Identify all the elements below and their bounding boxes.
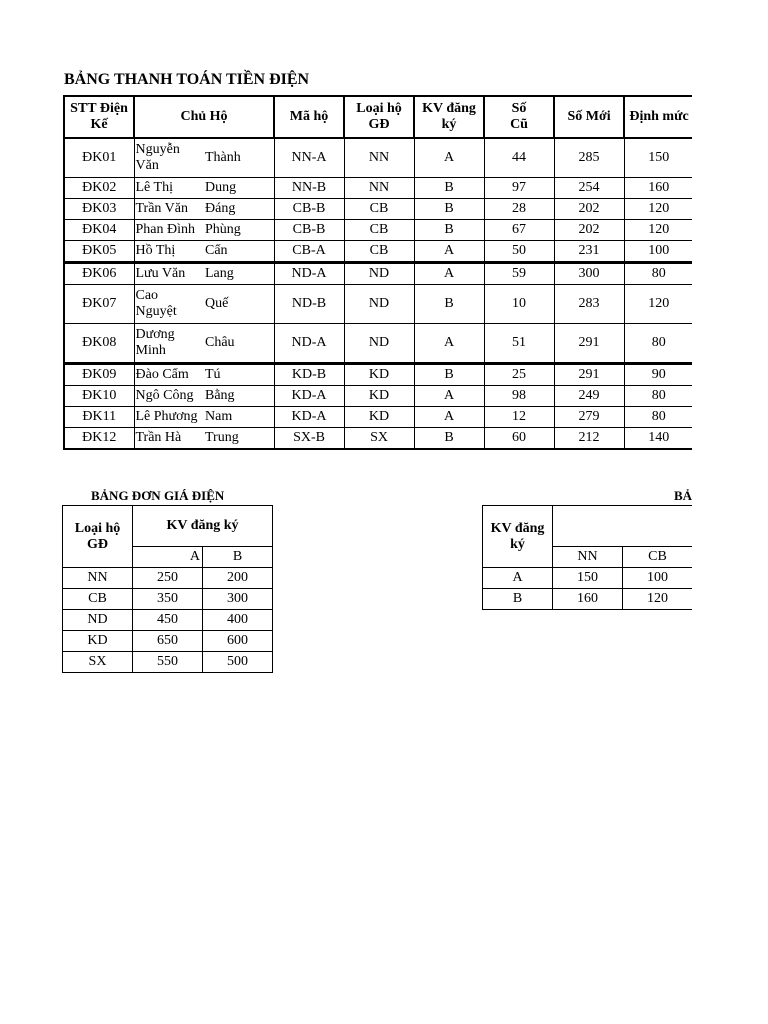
- cell-ten: Thành: [204, 138, 274, 178]
- cell-dinh-muc: 120: [624, 285, 692, 324]
- cell-loai-ho: ND: [344, 324, 414, 364]
- cell-dinh-muc: 80: [624, 407, 692, 428]
- cell-so-moi: 212: [554, 428, 624, 450]
- cell-loai-ho: ND: [344, 285, 414, 324]
- header-ma-ho: Mã hộ: [274, 96, 344, 138]
- cell-dinh-muc: 100: [624, 241, 692, 263]
- price-cell-b: 400: [203, 610, 273, 631]
- norm-cell-nn: 150: [553, 568, 623, 589]
- cell-ten: Trung: [204, 428, 274, 450]
- cell-ma-ho: ND-B: [274, 285, 344, 324]
- cell-loai-ho: SX: [344, 428, 414, 450]
- cell-so-cu: 98: [484, 386, 554, 407]
- cell-kv: B: [414, 199, 484, 220]
- cell-dinh-muc: 80: [624, 263, 692, 285]
- cell-ma-ho: NN-A: [274, 138, 344, 178]
- cell-loai-ho: NN: [344, 138, 414, 178]
- cell-ho: Dương Minh: [134, 324, 204, 364]
- norm-cell-cb: 100: [623, 568, 693, 589]
- cell-stt: ĐK02: [64, 178, 134, 199]
- cell-dinh-muc: 80: [624, 324, 692, 364]
- billing-row: [64, 199, 692, 220]
- norm-header-nn: NN: [553, 547, 623, 568]
- cell-loai-ho: KD: [344, 407, 414, 428]
- price-header-a: A: [133, 547, 203, 568]
- price-cell-a: 450: [133, 610, 203, 631]
- cell-stt: ĐK01: [64, 138, 134, 178]
- billing-row: [64, 263, 692, 285]
- cell-so-moi: 300: [554, 263, 624, 285]
- header-loai-ho: Loại hộ GĐ: [344, 96, 414, 138]
- cell-so-cu: 50: [484, 241, 554, 263]
- price-row: [63, 631, 273, 652]
- cell-dinh-muc: 120: [624, 220, 692, 241]
- price-header-loai: Loại hộ GĐ: [63, 506, 133, 568]
- billing-row: [64, 220, 692, 241]
- cell-ten: Cẩn: [204, 241, 274, 263]
- cell-ma-ho: KD-A: [274, 386, 344, 407]
- billing-table: [63, 95, 692, 450]
- norm-cell-kv: B: [483, 589, 553, 610]
- cell-ma-ho: CB-A: [274, 241, 344, 263]
- page-title: BẢNG THANH TOÁN TIỀN ĐIỆN: [64, 71, 310, 88]
- cell-stt: ĐK06: [64, 263, 134, 285]
- cell-so-cu: 10: [484, 285, 554, 324]
- cell-ma-ho: KD-A: [274, 407, 344, 428]
- cell-ten: Dung: [204, 178, 274, 199]
- billing-row: [64, 324, 692, 364]
- cell-ten: Châu: [204, 324, 274, 364]
- cell-kv: A: [414, 386, 484, 407]
- cell-ten: Phùng: [204, 220, 274, 241]
- cell-so-cu: 67: [484, 220, 554, 241]
- cell-kv: A: [414, 263, 484, 285]
- price-cell-loai: NN: [63, 568, 133, 589]
- price-row: [63, 568, 273, 589]
- cell-ho: Cao Nguyệt: [134, 285, 204, 324]
- price-header-b: B: [203, 547, 273, 568]
- norm-header-top: [553, 506, 693, 547]
- cell-ho: Trần Văn: [134, 199, 204, 220]
- header-kv: KV đăng ký: [414, 96, 484, 138]
- cell-ten: Quế: [204, 285, 274, 324]
- norm-row: [483, 568, 693, 589]
- price-table-title: BẢNG ĐƠN GIÁ ĐIỆN: [91, 488, 225, 503]
- header-so-cu: Số Cũ: [484, 96, 554, 138]
- cell-so-cu: 25: [484, 364, 554, 386]
- cell-stt: ĐK07: [64, 285, 134, 324]
- cell-loai-ho: NN: [344, 178, 414, 199]
- cell-stt: ĐK03: [64, 199, 134, 220]
- cell-loai-ho: CB: [344, 220, 414, 241]
- cell-ma-ho: ND-A: [274, 263, 344, 285]
- cell-so-moi: 249: [554, 386, 624, 407]
- cell-ma-ho: KD-B: [274, 364, 344, 386]
- price-row: [63, 610, 273, 631]
- cell-so-moi: 279: [554, 407, 624, 428]
- cell-kv: A: [414, 407, 484, 428]
- cell-loai-ho: KD: [344, 386, 414, 407]
- price-cell-loai: SX: [63, 652, 133, 673]
- cell-ho: Đào Cẩm: [134, 364, 204, 386]
- billing-row: [64, 138, 692, 178]
- cell-ma-ho: CB-B: [274, 199, 344, 220]
- cell-kv: B: [414, 285, 484, 324]
- cell-ho: Phan Đình: [134, 220, 204, 241]
- cell-so-cu: 97: [484, 178, 554, 199]
- billing-row: [64, 241, 692, 263]
- cell-ten: Nam: [204, 407, 274, 428]
- billing-row: [64, 178, 692, 199]
- cell-dinh-muc: 80: [624, 386, 692, 407]
- cell-so-cu: 28: [484, 199, 554, 220]
- cell-loai-ho: KD: [344, 364, 414, 386]
- cell-dinh-muc: 160: [624, 178, 692, 199]
- cell-ho: Lưu Văn: [134, 263, 204, 285]
- price-table: [62, 505, 273, 673]
- price-cell-a: 650: [133, 631, 203, 652]
- price-cell-b: 300: [203, 589, 273, 610]
- cell-so-moi: 202: [554, 220, 624, 241]
- price-cell-loai: CB: [63, 589, 133, 610]
- cell-so-moi: 254: [554, 178, 624, 199]
- cell-loai-ho: CB: [344, 241, 414, 263]
- price-cell-loai: KD: [63, 631, 133, 652]
- header-dinh-muc: Định mức: [624, 96, 692, 138]
- price-cell-a: 350: [133, 589, 203, 610]
- cell-so-moi: 202: [554, 199, 624, 220]
- cell-ma-ho: CB-B: [274, 220, 344, 241]
- norm-table: [482, 505, 692, 610]
- cell-ma-ho: ND-A: [274, 324, 344, 364]
- price-cell-loai: ND: [63, 610, 133, 631]
- price-row: [63, 589, 273, 610]
- cell-ten: Lang: [204, 263, 274, 285]
- billing-header-row: [64, 96, 692, 138]
- cell-so-moi: 285: [554, 138, 624, 178]
- cell-dinh-muc: 150: [624, 138, 692, 178]
- cell-stt: ĐK12: [64, 428, 134, 450]
- norm-cell-kv: A: [483, 568, 553, 589]
- cell-ho: Lê Thị: [134, 178, 204, 199]
- cell-ho: Hồ Thị: [134, 241, 204, 263]
- price-cell-b: 200: [203, 568, 273, 589]
- cell-stt: ĐK11: [64, 407, 134, 428]
- cell-kv: A: [414, 324, 484, 364]
- cell-kv: A: [414, 241, 484, 263]
- price-cell-a: 250: [133, 568, 203, 589]
- cell-so-moi: 291: [554, 364, 624, 386]
- billing-row: [64, 285, 692, 324]
- cell-dinh-muc: 90: [624, 364, 692, 386]
- cell-stt: ĐK05: [64, 241, 134, 263]
- cell-ten: Bằng: [204, 386, 274, 407]
- cell-so-moi: 283: [554, 285, 624, 324]
- price-header-kv: KV đăng ký: [133, 506, 273, 547]
- header-chu-ho: Chủ Hộ: [134, 96, 274, 138]
- cell-so-cu: 44: [484, 138, 554, 178]
- cell-kv: B: [414, 178, 484, 199]
- cell-dinh-muc: 140: [624, 428, 692, 450]
- cell-ho: Lê Phương: [134, 407, 204, 428]
- norm-table-title: BẢ: [674, 488, 692, 503]
- cell-loai-ho: ND: [344, 263, 414, 285]
- cell-so-cu: 51: [484, 324, 554, 364]
- cell-so-moi: 291: [554, 324, 624, 364]
- cell-so-cu: 60: [484, 428, 554, 450]
- billing-row: [64, 428, 692, 450]
- cell-kv: B: [414, 428, 484, 450]
- cell-ma-ho: NN-B: [274, 178, 344, 199]
- price-row: [63, 652, 273, 673]
- norm-cell-nn: 160: [553, 589, 623, 610]
- cell-dinh-muc: 120: [624, 199, 692, 220]
- header-stt: STT Điện Kế: [64, 96, 134, 138]
- price-cell-b: 500: [203, 652, 273, 673]
- norm-header-kv: KV đăng ký: [483, 506, 553, 568]
- price-cell-a: 550: [133, 652, 203, 673]
- billing-row: [64, 407, 692, 428]
- cell-kv: A: [414, 138, 484, 178]
- cell-ho: Nguyễn Văn: [134, 138, 204, 178]
- billing-row: [64, 386, 692, 407]
- cell-ma-ho: SX-B: [274, 428, 344, 450]
- norm-cell-cb: 120: [623, 589, 693, 610]
- cell-kv: B: [414, 220, 484, 241]
- cell-so-cu: 12: [484, 407, 554, 428]
- cell-so-moi: 231: [554, 241, 624, 263]
- cell-stt: ĐK04: [64, 220, 134, 241]
- cell-so-cu: 59: [484, 263, 554, 285]
- header-so-moi: Số Mới: [554, 96, 624, 138]
- price-cell-b: 600: [203, 631, 273, 652]
- cell-stt: ĐK09: [64, 364, 134, 386]
- cell-kv: B: [414, 364, 484, 386]
- cell-ten: Đáng: [204, 199, 274, 220]
- cell-loai-ho: CB: [344, 199, 414, 220]
- cell-stt: ĐK10: [64, 386, 134, 407]
- billing-row: [64, 364, 692, 386]
- norm-header-cb: CB: [623, 547, 693, 568]
- norm-row: [483, 589, 693, 610]
- cell-stt: ĐK08: [64, 324, 134, 364]
- cell-ho: Ngô Công: [134, 386, 204, 407]
- cell-ho: Trần Hà: [134, 428, 204, 450]
- cell-ten: Tú: [204, 364, 274, 386]
